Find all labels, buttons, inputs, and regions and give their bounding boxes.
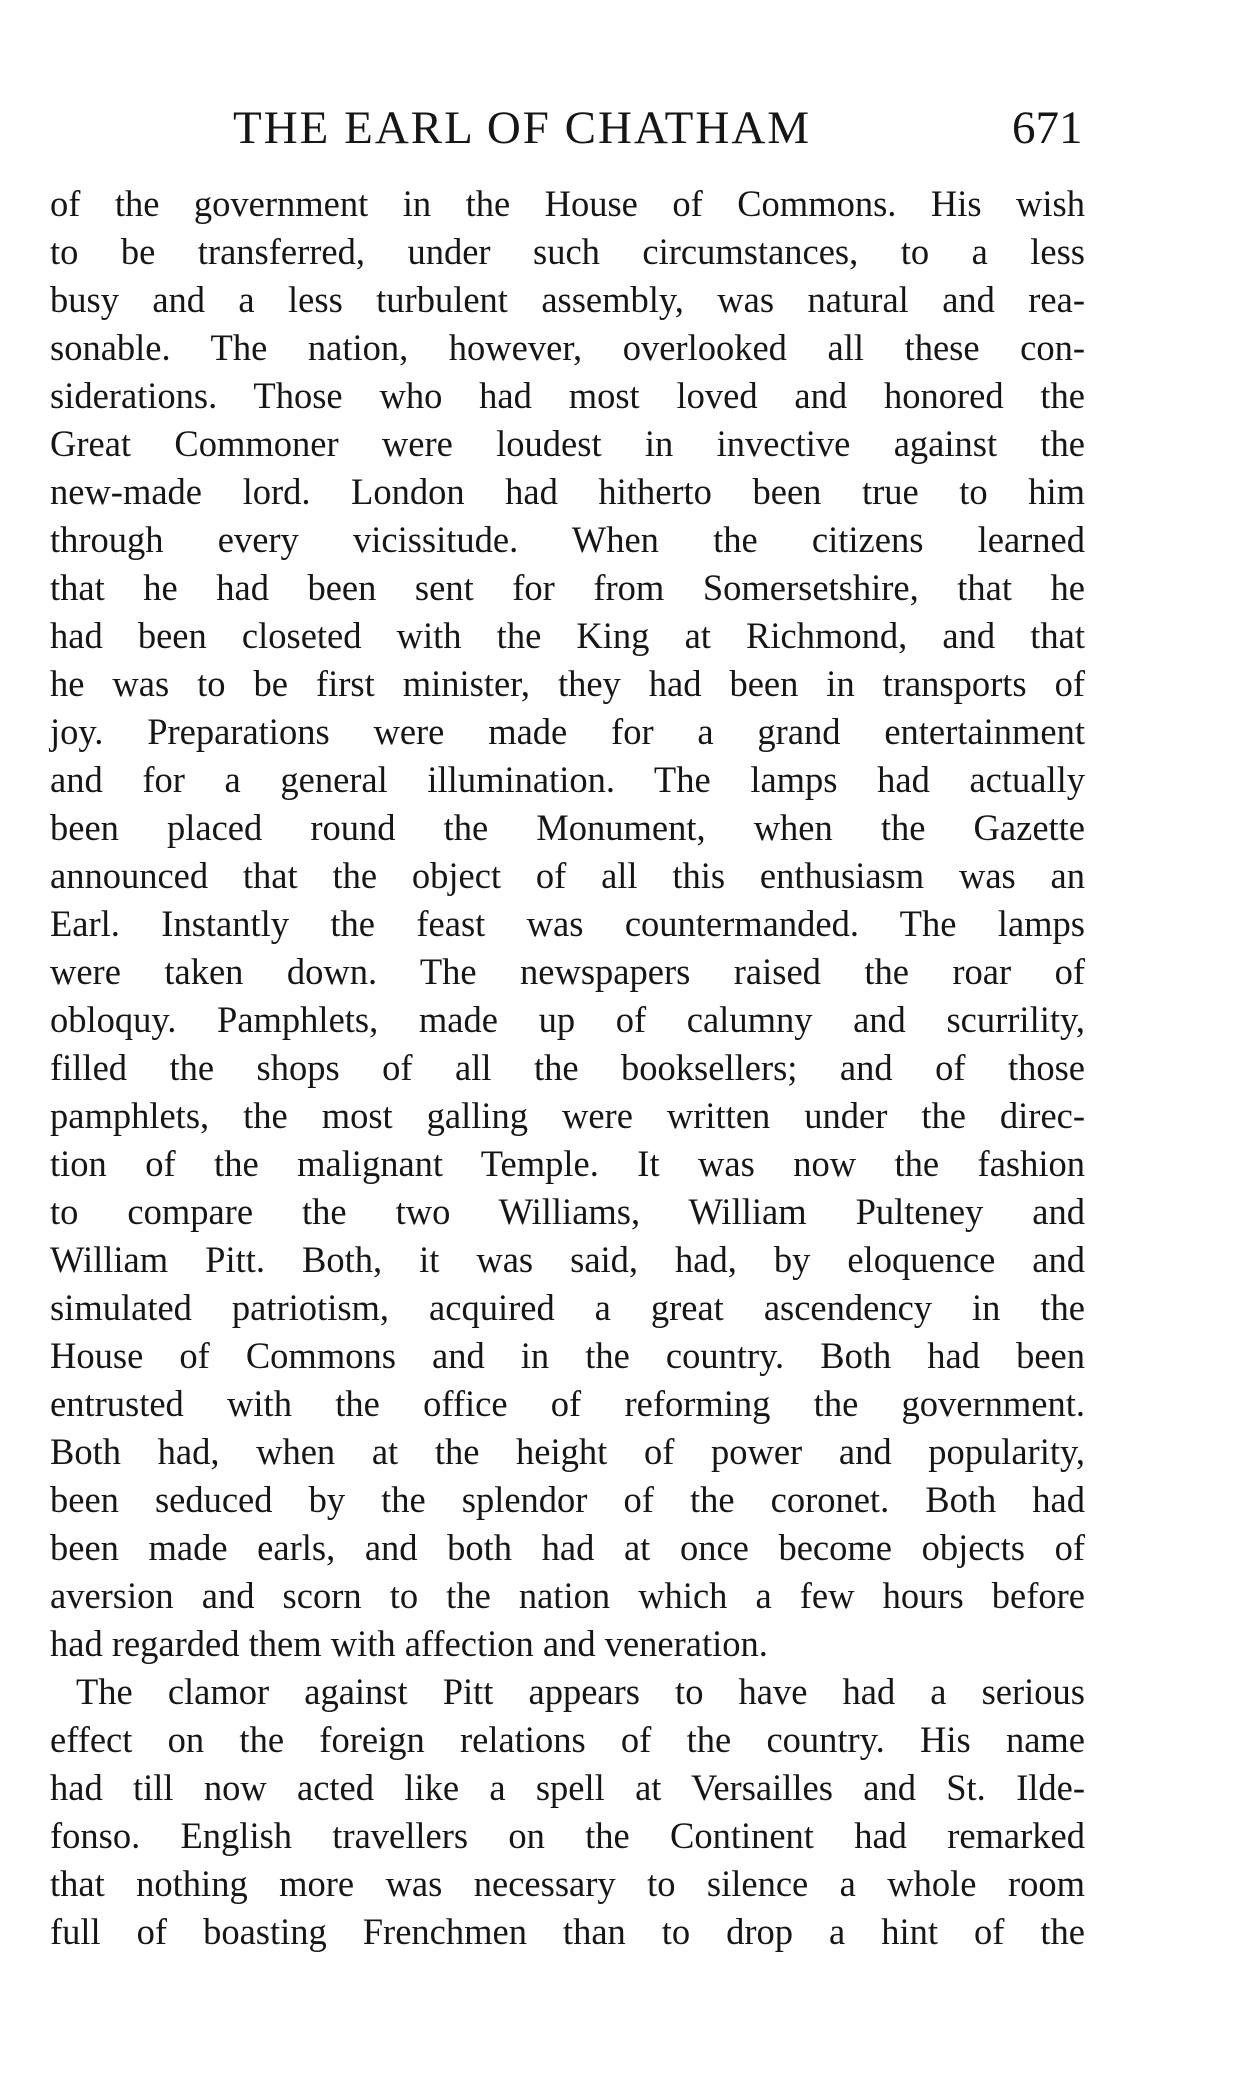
paragraph-1 xyxy=(50,180,1085,1668)
text-line: were taken down. The newspapers raised the roar of xyxy=(50,951,1085,992)
text-line: been seduced by the splendor of the coronet. Both had xyxy=(50,1479,1085,1520)
text-line: been made earls, and both had at once become objects of xyxy=(50,1527,1085,1568)
text-line: busy and a less turbulent assembly, was natural and rea- xyxy=(50,279,1085,320)
text-line: and for a general illumination. The lamps had actually xyxy=(50,759,1085,800)
page-number: 671 xyxy=(1012,102,1083,154)
text-line: sonable. The nation, however, overlooked all these con- xyxy=(50,327,1085,368)
text-line: Great Commoner were loudest in invective against the xyxy=(50,423,1085,464)
text-line: of the government in the House of Commons. His wish xyxy=(50,183,1085,224)
text-line: been placed round the Monument, when the Gazette xyxy=(50,807,1085,848)
text-line: filled the shops of all the booksellers; and of those xyxy=(50,1047,1085,1088)
text-line: siderations. Those who had most loved and honored the xyxy=(50,375,1085,416)
text-line: joy. Preparations were made for a grand entertainment xyxy=(50,711,1085,752)
text-line: through every vicissitude. When the citizens learned xyxy=(50,519,1085,560)
running-head xyxy=(0,98,1234,158)
text-line: aversion and scorn to the nation which a few hours before xyxy=(50,1575,1085,1616)
text-line: new-made lord. London had hitherto been true to him xyxy=(50,471,1085,512)
text-line: tion of the malignant Temple. It was now the fashion xyxy=(50,1143,1085,1184)
text-line: that he had been sent for from Somersetshire, that he xyxy=(50,567,1085,608)
text-line: effect on the foreign relations of the country. His name xyxy=(50,1719,1085,1760)
text-line: announced that the object of all this enthusiasm was an xyxy=(50,855,1085,896)
text-line: had been closeted with the King at Richmond, and that xyxy=(50,615,1085,656)
text-line: pamphlets, the most galling were written under the direc- xyxy=(50,1095,1085,1136)
text-line: to compare the two Williams, William Pulteney and xyxy=(50,1191,1085,1232)
text-line: obloquy. Pamphlets, made up of calumny and scurrility, xyxy=(50,999,1085,1040)
text-line: Both had, when at the height of power and popularity, xyxy=(50,1431,1085,1472)
text-line: that nothing more was necessary to silence a whole room xyxy=(50,1863,1085,1904)
text-line: William Pitt. Both, it was said, had, by eloquence and xyxy=(50,1239,1085,1280)
body-text xyxy=(50,180,1085,1956)
text-line: had regarded them with affection and veneration. xyxy=(50,1623,768,1664)
text-line: The clamor against Pitt appears to have had a serious xyxy=(76,1671,1085,1712)
text-line: full of boasting Frenchmen than to drop a hint of the xyxy=(50,1911,1085,1952)
text-line: Earl. Instantly the feast was countermanded. The lamps xyxy=(50,903,1085,944)
text-line: to be transferred, under such circumstances, to a less xyxy=(50,231,1085,272)
text-line: simulated patriotism, acquired a great ascendency in the xyxy=(50,1287,1085,1328)
text-line: House of Commons and in the country. Both had been xyxy=(50,1335,1085,1376)
running-title: THE EARL OF CHATHAM xyxy=(233,102,812,154)
text-line: he was to be first minister, they had been in transports of xyxy=(50,663,1085,704)
text-line: fonso. English travellers on the Continent had remarked xyxy=(50,1815,1085,1856)
text-line: entrusted with the office of reforming the government. xyxy=(50,1383,1085,1424)
text-line: had till now acted like a spell at Versailles and St. Ilde- xyxy=(50,1767,1085,1808)
paragraph-2 xyxy=(50,1668,1085,1956)
